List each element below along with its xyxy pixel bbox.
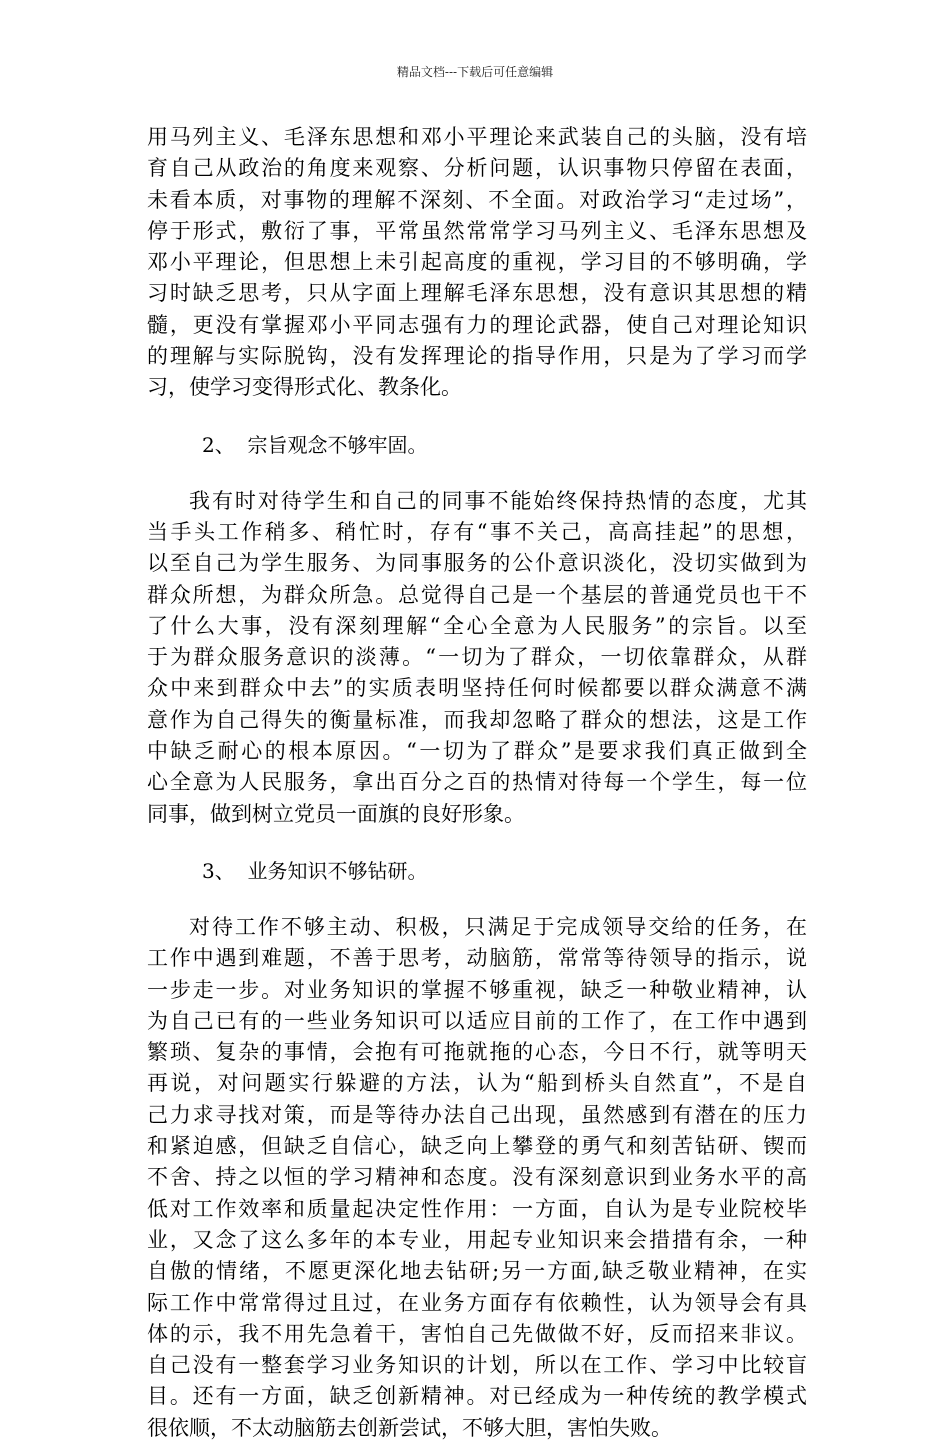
text-line: 用马列主义、毛泽东思想和邓小平理论来武装自己的头脑，没有培 [147, 125, 807, 149]
text-line: 繁琐、复杂的事情，会抱有可拖就拖的心态，今日不行，就等明天 [147, 1040, 807, 1065]
section-heading-3: 3、 业务知识不够钻研。 [202, 858, 428, 883]
paragraph-gap [147, 460, 807, 486]
text-line: 育自己从政治的角度来观察、分析问题，认识事物只停留在表面， [147, 156, 807, 181]
text-line: 自傲的情绪，不愿更深化地去钻研;另一方面,缺乏敬业精神，在实 [147, 1259, 807, 1284]
text-line: 和紧迫感，但缺乏自信心，缺乏向上攀登的勇气和刻苦钻研、锲而 [147, 1134, 807, 1159]
text-line: 目。还有一方面，缺乏创新精神。对已经成为一种传统的教学模式 [147, 1384, 807, 1409]
text-line: 一步走一步。对业务知识的掌握不够重视，缺乏一种敬业精神，认 [147, 977, 807, 1002]
text-line: 心全意为人民服务，拿出百分之百的热情对待每一个学生，每一位 [147, 770, 807, 795]
text-line: 当手头工作稍多、稍忙时，存有“事不关己，高高挂起”的思想， [147, 519, 807, 544]
text-line: 际工作中常常得过且过，在业务方面存有依赖性，认为领导会有具 [147, 1290, 807, 1315]
text-line: 以至自己为学生服务、为同事服务的公仆意识淡化，没切实做到为 [147, 551, 807, 576]
text-line: 髓，更没有掌握邓小平同志强有力的理论武器，使自己对理论知识 [147, 312, 807, 337]
text-line: 的理解与实际脱钩，没有发挥理论的指导作用，只是为了学习而学 [147, 344, 807, 369]
paragraph-gap [147, 404, 807, 430]
text-line: 很依顺，不太动脑筋去创新尝试，不够大胆，害怕失败。 [147, 1415, 672, 1440]
text-line: 停于形式，敷衍了事，平常虽然常常学习马列主义、毛泽东思想及 [147, 218, 807, 243]
text-line: 习时缺乏思考，只从字面上理解毛泽东思想，没有意识其思想的精 [147, 281, 807, 306]
text-line: 邓小平理论，但思想上未引起高度的重视，学习目的不够明确，学 [147, 250, 807, 275]
text-line: 群众所想，为群众所急。总觉得自己是一个基层的普通党员也干不 [147, 582, 807, 607]
text-line: 体的示，我不用先急着干，害怕自己先做做不好，反而招来非议。 [147, 1321, 807, 1346]
text-line: 工作中遇到难题，不善于思考，动脑筋，常常等待领导的指示，说 [147, 946, 807, 971]
paragraph-gap [147, 886, 807, 912]
text-line: 习，使学习变得形式化、教条化。 [147, 375, 462, 400]
text-line: 再说，对问题实行躲避的方法，认为“船到桥头自然直”，不是自 [147, 1071, 807, 1096]
paragraph-political-study [147, 122, 807, 404]
text-line: 于为群众服务意识的淡薄。“一切为了群众，一切依靠群众，从群 [147, 645, 807, 670]
text-line: 未看本质，对事物的理解不深刻、不全面。对政治学习“走过场”， [147, 187, 807, 212]
text-line: 意作为自己得失的衡量标准，而我却忽略了群众的想法，这是工作 [147, 707, 807, 732]
text-line: 众中来到群众中去”的实质表明坚持任何时候都要以群众满意不满 [147, 676, 807, 701]
text-line: 低对工作效率和质量起决定性作用：一方面，自认为是专业院校毕 [147, 1196, 807, 1221]
text-line: 中缺乏耐心的根本原因。“一切为了群众”是要求我们真正做到全 [147, 739, 807, 764]
page-header: 精品文档---下载后可任意编辑 [396, 65, 554, 79]
text-line: 了什么大事，没有深刻理解“全心全意为人民服务”的宗旨。以至 [147, 613, 807, 638]
text-line: 对待工作不够主动、积极，只满足于完成领导交给的任务，在 [189, 914, 807, 939]
paragraph-service-purpose [147, 486, 807, 830]
section-heading-2: 2、 宗旨观念不够牢固。 [202, 432, 428, 457]
text-line: 为自己已有的一些业务知识可以适应目前的工作了，在工作中遇到 [147, 1008, 807, 1033]
text-line: 业，又念了这么多年的本专业，用起专业知识来会措措有余，一种 [147, 1227, 807, 1252]
paragraph-professional-knowledge [147, 912, 807, 1444]
text-line: 己力求寻找对策，而是等待办法自己出现，虽然感到有潜在的压力 [147, 1102, 807, 1127]
document-body [147, 122, 807, 1444]
text-line: 不舍、持之以恒的学习精神和态度。没有深刻意识到业务水平的高 [147, 1165, 807, 1190]
text-line: 同事，做到树立党员一面旗的良好形象。 [147, 801, 525, 826]
paragraph-gap [147, 830, 807, 856]
text-line: 自己没有一整套学习业务知识的计划，所以在工作、学习中比较盲 [147, 1353, 807, 1378]
text-line: 我有时对待学生和自己的同事不能始终保持热情的态度，尤其 [189, 488, 807, 513]
